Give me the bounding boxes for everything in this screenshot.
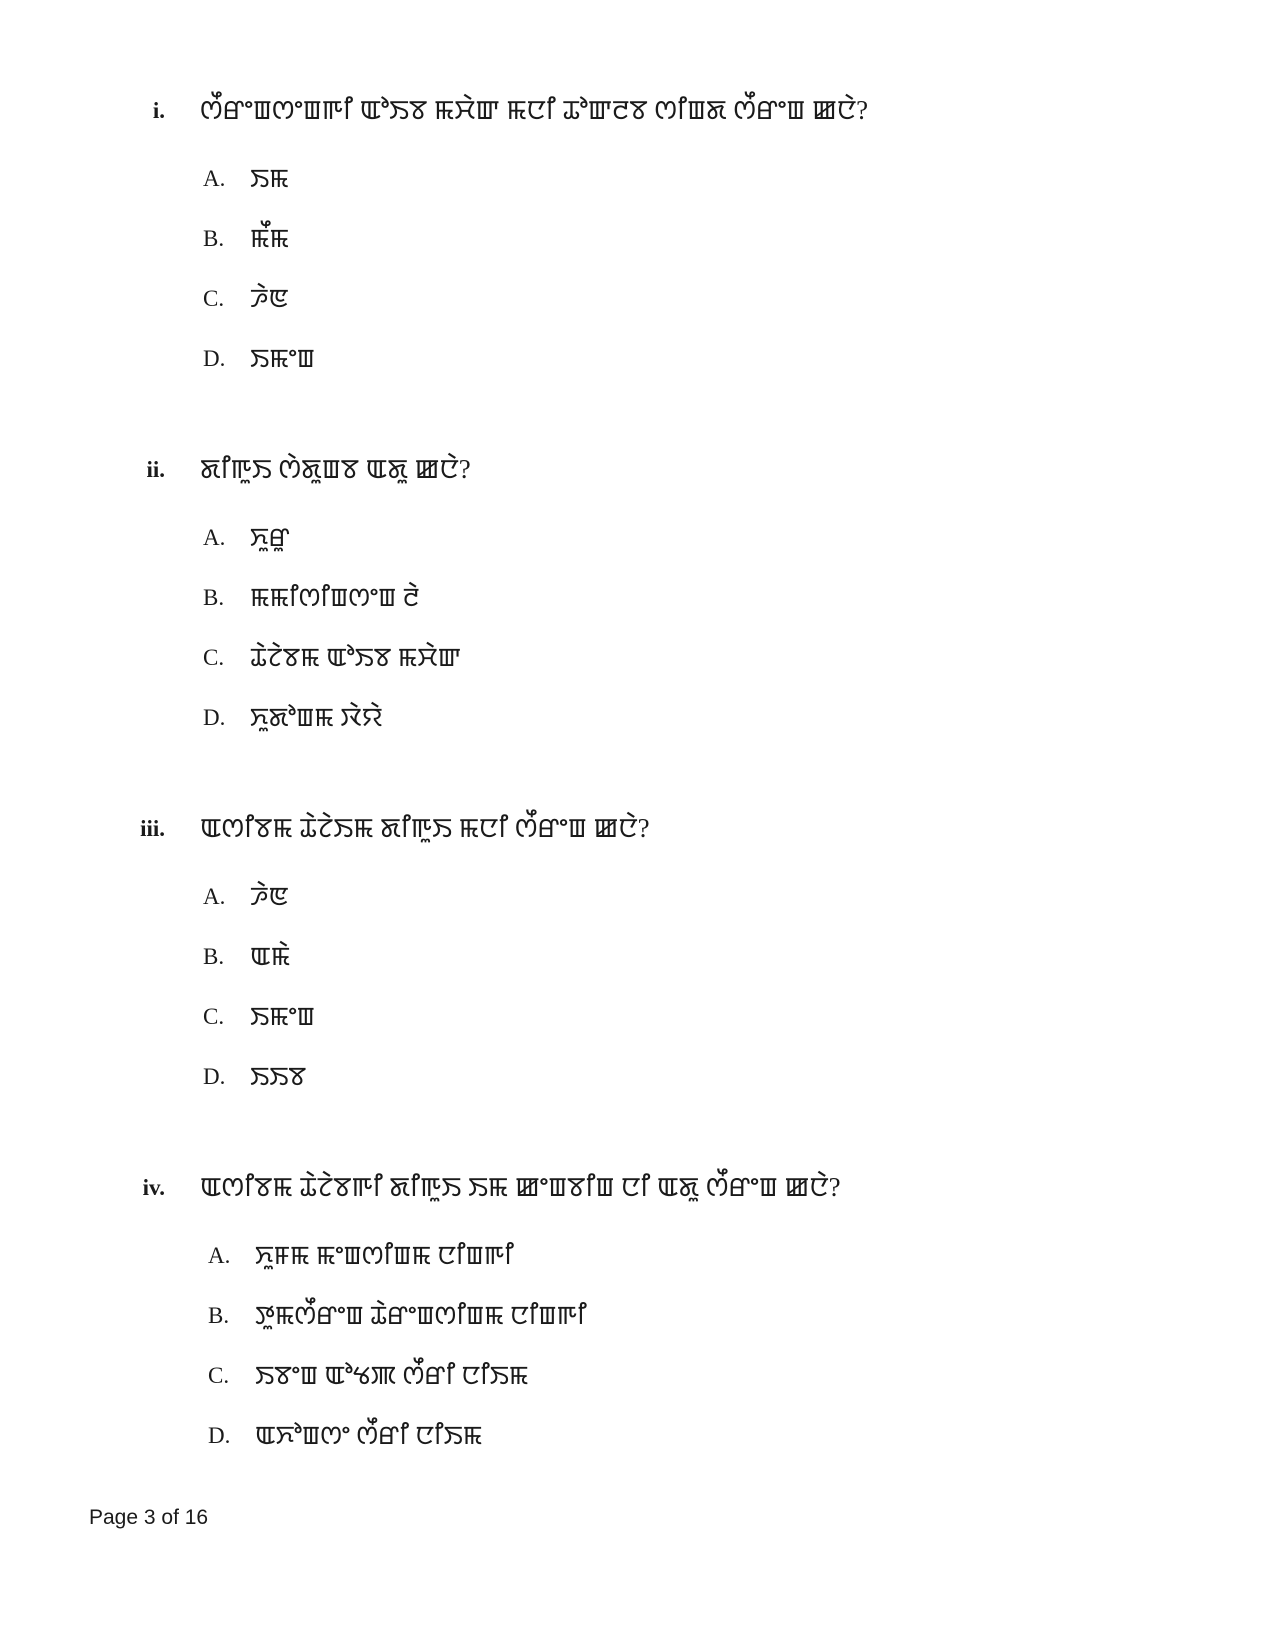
- question-text: ꯑꯁꯤꯕꯃ ꯊꯥꯖꯥꯕꯒꯤ ꯗꯤꯒꯨꯏ ꯏꯃ ꯀꯦꯡꯕꯤꯡ ꯅꯤ ꯑꯗꯨ ꯁꯩꯔꯦꯡ ꯀꯅꯥ?: [200, 1172, 841, 1202]
- question-3: [0, 804, 1271, 1104]
- option-letter: A.: [203, 884, 226, 909]
- option-text: ꯃꯩꯃ: [250, 224, 290, 253]
- option-letter: B.: [203, 585, 225, 610]
- option-text: ꯍꯥꯟ: [250, 882, 289, 911]
- option-text: ꯑꯈꯣꯡꯁꯦ ꯁꯩꯔꯤ ꯅꯤꯏꯃ: [255, 1421, 483, 1450]
- option-letter: B.: [208, 1303, 230, 1328]
- question-header: [0, 445, 1271, 505]
- option-letter: C.: [203, 1004, 225, 1029]
- option-a: [0, 864, 1271, 924]
- option-letter: C.: [208, 1363, 230, 1388]
- option-letter: D.: [203, 705, 226, 730]
- question-4: [0, 1163, 1271, 1463]
- option-d: [0, 326, 1271, 386]
- option-letter: D.: [203, 346, 226, 371]
- option-c: [0, 266, 1271, 326]
- question-header: [0, 804, 1271, 864]
- option-text: ꯈꯨꯗꯣꯡꯃ ꯋꯥꯌꯥ: [250, 703, 383, 732]
- option-text: ꯏꯃꯦꯡ: [250, 1002, 316, 1031]
- option-text: ꯑꯃꯥ: [250, 942, 291, 971]
- option-letter: B.: [203, 944, 225, 969]
- option-letter: B.: [203, 226, 225, 251]
- option-c: [0, 984, 1271, 1044]
- question-header: [0, 86, 1271, 146]
- option-a: [0, 1223, 1271, 1283]
- option-c: [0, 625, 1271, 685]
- option-b: [0, 206, 1271, 266]
- option-d: [0, 1403, 1271, 1463]
- question-2: [0, 445, 1271, 745]
- question-text: ꯁꯩꯔꯦꯡꯁꯦꯡꯒꯤ ꯑꯣꯏꯕ ꯃꯆꯥꯛ ꯃꯅꯤ ꯊꯣꯛꯂꯕ ꯁꯤꯡꯗ ꯁꯩꯔꯦꯡ ꯀꯅꯥ?: [200, 95, 869, 125]
- option-text: ꯏꯏꯕ: [250, 1062, 307, 1091]
- option-text: ꯍꯥꯟ: [250, 284, 289, 313]
- question-number: iv.: [142, 1175, 165, 1200]
- option-b: [0, 565, 1271, 625]
- option-text: ꯈꯨꯝꯃ ꯃꯦꯡꯁꯤꯡꯃ ꯅꯤꯡꯒꯤ: [255, 1241, 514, 1270]
- option-letter: A.: [203, 525, 226, 550]
- option-letter: D.: [208, 1423, 231, 1448]
- option-letter: A.: [203, 166, 226, 191]
- option-text: ꯃꯃꯤꯁꯤꯡꯁꯦꯡ ꯂꯥ: [250, 583, 420, 612]
- option-c: [0, 1343, 1271, 1403]
- question-number: i.: [152, 98, 165, 123]
- option-text: ꯊꯥꯖꯥꯕꯃ ꯑꯣꯏꯕ ꯃꯆꯥꯛ: [250, 643, 461, 672]
- option-b: [0, 924, 1271, 984]
- option-text: ꯏꯕꯦꯡ ꯑꯣꯠꯄ ꯁꯩꯔꯤ ꯅꯤꯏꯃ: [255, 1361, 529, 1390]
- question-header: [0, 1163, 1271, 1223]
- option-d: [0, 685, 1271, 745]
- question-text: ꯗꯤꯒꯨꯏ ꯁꯥꯗꯨꯡꯕ ꯑꯗꯨ ꯀꯅꯥ?: [200, 454, 471, 484]
- option-text: ꯏꯃꯦꯡ: [250, 344, 316, 373]
- question-number: ii.: [146, 457, 165, 482]
- page-number-footer: Page 3 of 16: [89, 1506, 209, 1529]
- option-text: ꯈꯨꯔꯨ: [250, 523, 290, 552]
- option-b: [0, 1283, 1271, 1343]
- option-letter: C.: [203, 286, 225, 311]
- option-letter: D.: [203, 1064, 226, 1089]
- question-text: ꯑꯁꯤꯕꯃ ꯊꯥꯖꯥꯏꯃ ꯗꯤꯒꯨꯏ ꯃꯅꯤ ꯁꯩꯔꯦꯡ ꯀꯅꯥ?: [200, 813, 650, 843]
- option-a: [0, 146, 1271, 206]
- question-1: [0, 86, 1271, 386]
- option-letter: A.: [208, 1243, 231, 1268]
- option-text: ꯇꯨꯃꯁꯩꯔꯦꯡ ꯊꯥꯔꯦꯡꯁꯤꯡꯃ ꯅꯤꯡꯒꯤ: [255, 1301, 587, 1330]
- option-letter: C.: [203, 645, 225, 670]
- option-d: [0, 1044, 1271, 1104]
- option-text: ꯏꯃ: [250, 164, 289, 193]
- option-a: [0, 505, 1271, 565]
- question-number: iii.: [140, 816, 165, 841]
